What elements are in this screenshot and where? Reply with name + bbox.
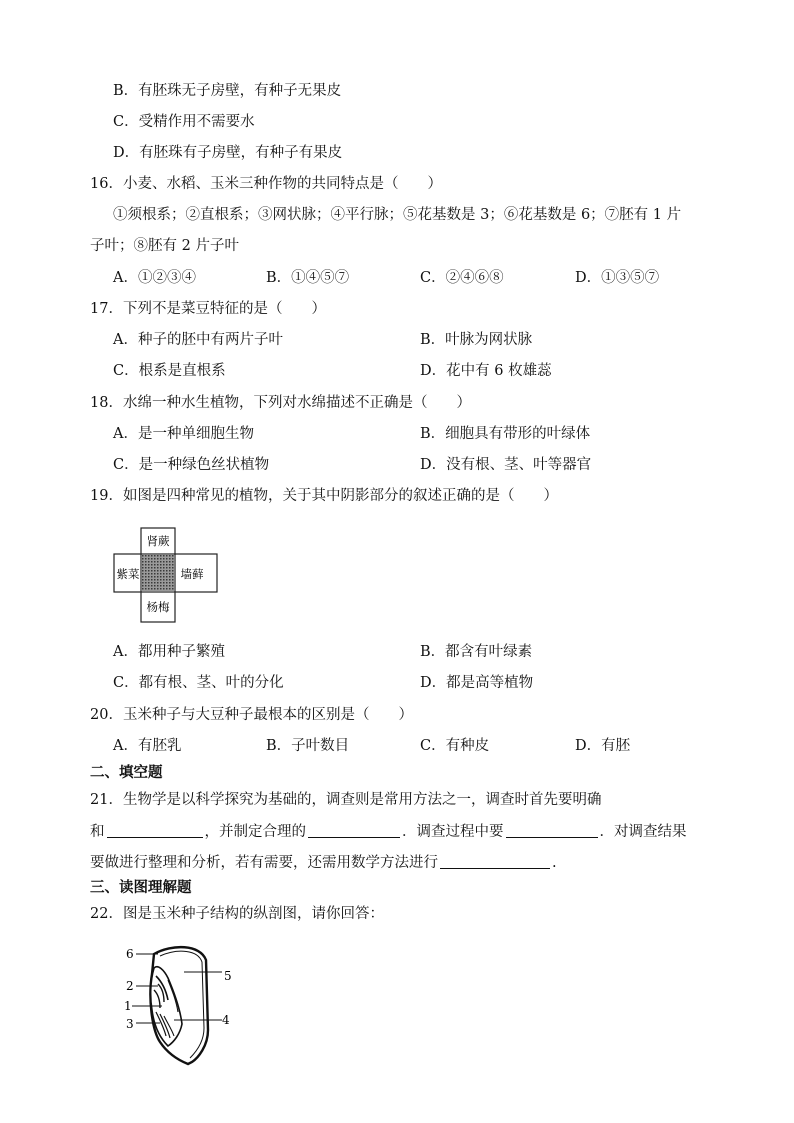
q19-option-d: D．都是高等植物 bbox=[420, 675, 534, 691]
q16-option-d: D．①③⑤⑦ bbox=[575, 270, 660, 286]
q21-part4: ．对调查结果 bbox=[599, 824, 687, 840]
diagram-label-1: 1 bbox=[124, 999, 132, 1013]
q21-part2: ，并制定合理的 bbox=[204, 824, 306, 840]
q19-stem: 19．如图是四种常见的植物，关于其中阴影部分的叙述正确的是（ ） bbox=[90, 488, 558, 504]
q18-option-d: D．没有根、茎、叶等器官 bbox=[420, 457, 592, 473]
diagram-label-2: 2 bbox=[126, 979, 134, 993]
q19-option-b: B．都含有叶绿素 bbox=[420, 644, 533, 660]
q15-option-b: B．有胚珠无子房壁，有种子无果皮 bbox=[113, 83, 342, 99]
q18-option-c: C．是一种绿色丝状植物 bbox=[113, 457, 270, 473]
q21-part6: . bbox=[552, 855, 557, 871]
figure-label-left: 紫菜 bbox=[116, 567, 140, 581]
q21-part1: 和 bbox=[90, 824, 105, 840]
q21-part3: ．调查过程中要 bbox=[402, 824, 504, 840]
q21-line2 bbox=[90, 821, 687, 842]
figure-label-top: 肾蕨 bbox=[146, 534, 170, 548]
q15-option-c: C．受精作用不需要水 bbox=[113, 114, 255, 130]
q22-stem: 22．图是玉米种子结构的纵剖图，请你回答： bbox=[90, 906, 384, 922]
q19-option-c: C．都有根、茎、叶的分化 bbox=[113, 675, 284, 691]
figure-label-bottom: 杨梅 bbox=[146, 600, 170, 614]
q17-option-d: D．花中有 6 枚雄蕊 bbox=[420, 363, 552, 379]
q15-option-d: D．有胚珠有子房壁，有种子有果皮 bbox=[113, 145, 343, 161]
q16-items-line2: 子叶；⑧胚有 2 片子叶 bbox=[90, 238, 239, 254]
q21-line3 bbox=[90, 852, 557, 873]
q21-blank-1[interactable] bbox=[107, 821, 203, 838]
corn-seed-diagram bbox=[118, 938, 248, 1068]
q19-venn-figure bbox=[112, 525, 222, 625]
figure-label-right: 墙藓 bbox=[180, 567, 204, 581]
q16-stem: 16．小麦、水稻、玉米三种作物的共同特点是（ ） bbox=[90, 176, 442, 192]
q19-option-a: A．都用种子繁殖 bbox=[113, 644, 225, 660]
q20-option-c: C．有种皮 bbox=[420, 738, 490, 754]
q20-option-a: A．有胚乳 bbox=[113, 738, 182, 754]
q18-stem: 18．水绵一种水生植物，下列对水绵描述不正确是（ ） bbox=[90, 395, 471, 411]
q17-option-c: C．根系是直根系 bbox=[113, 363, 226, 379]
q21-blank-2[interactable] bbox=[308, 821, 400, 838]
q20-option-b: B．子叶数目 bbox=[266, 738, 350, 754]
q20-stem: 20．玉米种子与大豆种子最根本的区别是（ ） bbox=[90, 707, 413, 723]
q18-option-a: A．是一种单细胞生物 bbox=[113, 426, 254, 442]
q16-items-line1: ①须根系；②直根系；③网状脉；④平行脉；⑤花基数是 3；⑥花基数是 6；⑦胚有 1 片 bbox=[113, 207, 682, 223]
q16-option-c: C．②④⑥⑧ bbox=[420, 270, 504, 286]
q16-option-b: B．①④⑤⑦ bbox=[266, 270, 350, 286]
q17-stem: 17．下列不是菜豆特征的是（ ） bbox=[90, 301, 326, 317]
diagram-label-6: 6 bbox=[126, 947, 134, 961]
q18-option-b: B．细胞具有带形的叶绿体 bbox=[420, 426, 591, 442]
q17-option-b: B．叶脉为网状脉 bbox=[420, 332, 533, 348]
q17-option-a: A．种子的胚中有两片子叶 bbox=[113, 332, 283, 348]
q20-option-d: D．有胚 bbox=[575, 738, 631, 754]
diagram-label-5: 5 bbox=[224, 969, 232, 983]
diagram-label-3: 3 bbox=[126, 1017, 134, 1031]
q21-blank-3[interactable] bbox=[506, 821, 598, 838]
section-title-fill-in: 二、填空题 bbox=[90, 765, 163, 781]
q21-blank-4[interactable] bbox=[440, 852, 550, 869]
q21-part5: 要做进行整理和分析，若有需要，还需用数学方法进行 bbox=[90, 855, 438, 871]
q16-option-a: A．①②③④ bbox=[113, 270, 196, 286]
q21-line1: 21．生物学是以科学探究为基础的，调查则是常用方法之一，调查时首先要明确 bbox=[90, 792, 602, 808]
section-title-diagram: 三、读图理解题 bbox=[90, 880, 192, 896]
diagram-label-4: 4 bbox=[222, 1013, 230, 1027]
